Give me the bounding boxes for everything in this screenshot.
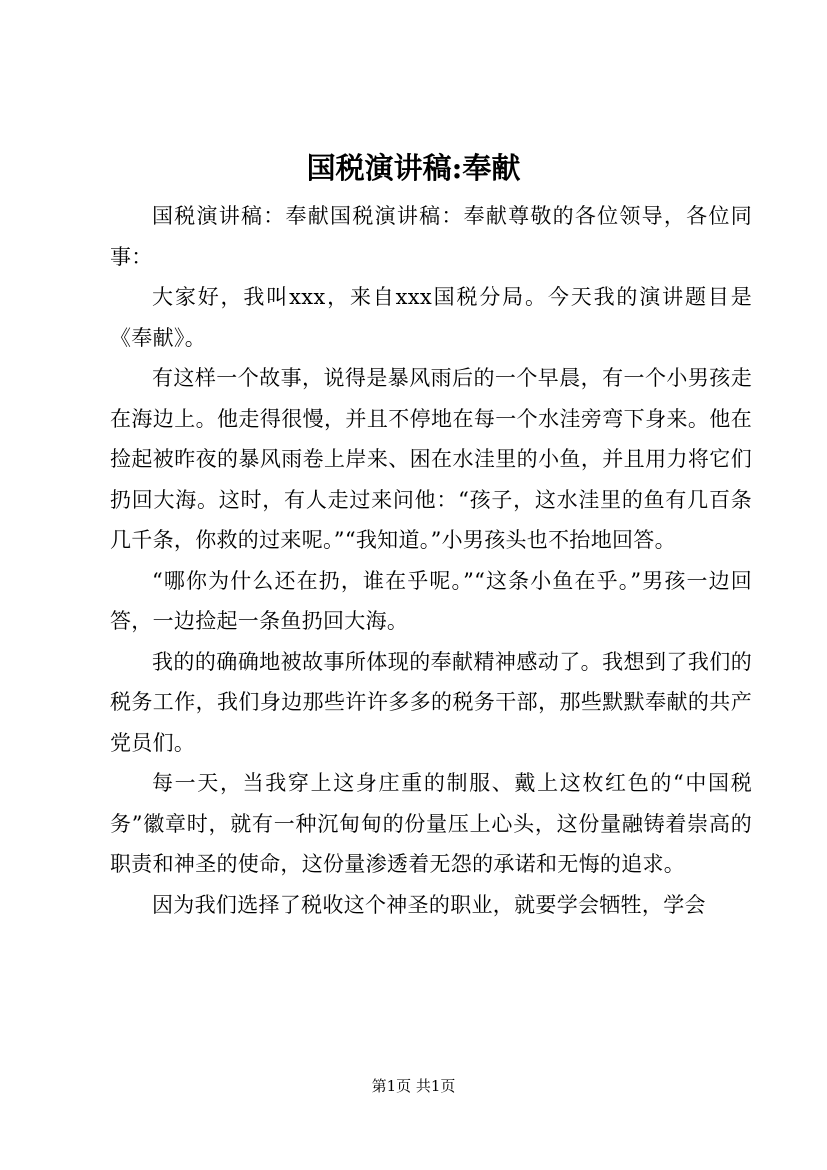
paragraph-uniform: 每一天，当我穿上这身庄重的制服、戴上这枚红色的“中国税务”徽章时，就有一种沉甸甸的份量压上心头，这份量融铸着崇高的职责和神圣的使命，这份量渗透着无怨的承诺和无悔的追求。 xyxy=(110,771,752,876)
paragraph-intro: 大家好，我叫xxx，来自xxx国税分局。今天我的演讲题目是《奉献》。 xyxy=(110,285,752,350)
document-body xyxy=(110,196,752,925)
paragraph-greeting: 国税演讲稿：奉献国税演讲稿：奉献尊敬的各位领导，各位同事： xyxy=(110,204,752,269)
paragraph-story: 有这样一个故事，说得是暴风雨后的一个早晨，有一个小男孩走在海边上。他走得很慢，并且不停地在每一个水洼旁弯下身来。他在捡起被昨夜的暴风雨卷上岸来、困在水洼里的小鱼，并且用力将它们扔回大海。这时，有人走过来问他：“孩子，这水洼里的鱼有几百条几千条，你救的过来呢。”“我知道。”小男孩头也不抬地回答。 xyxy=(110,366,752,552)
paragraph-choice: 因为我们选择了税收这个神圣的职业，就要学会牺牲，学会 xyxy=(152,892,706,917)
paragraph-reflection: 我的的确确地被故事所体现的奉献精神感动了。我想到了我们的税务工作，我们身边那些许许多多的税务干部，那些默默奉献的共产党员们。 xyxy=(110,649,752,755)
page-number-footer: 第1页 共1页 xyxy=(371,1077,456,1095)
document-title: 国税演讲稿:奉献 xyxy=(306,151,521,185)
paragraph-dialogue: “哪你为什么还在扔，谁在乎呢。”“这条小鱼在乎。”男孩一边回答，一边捡起一条鱼扔回大海。 xyxy=(110,568,752,633)
